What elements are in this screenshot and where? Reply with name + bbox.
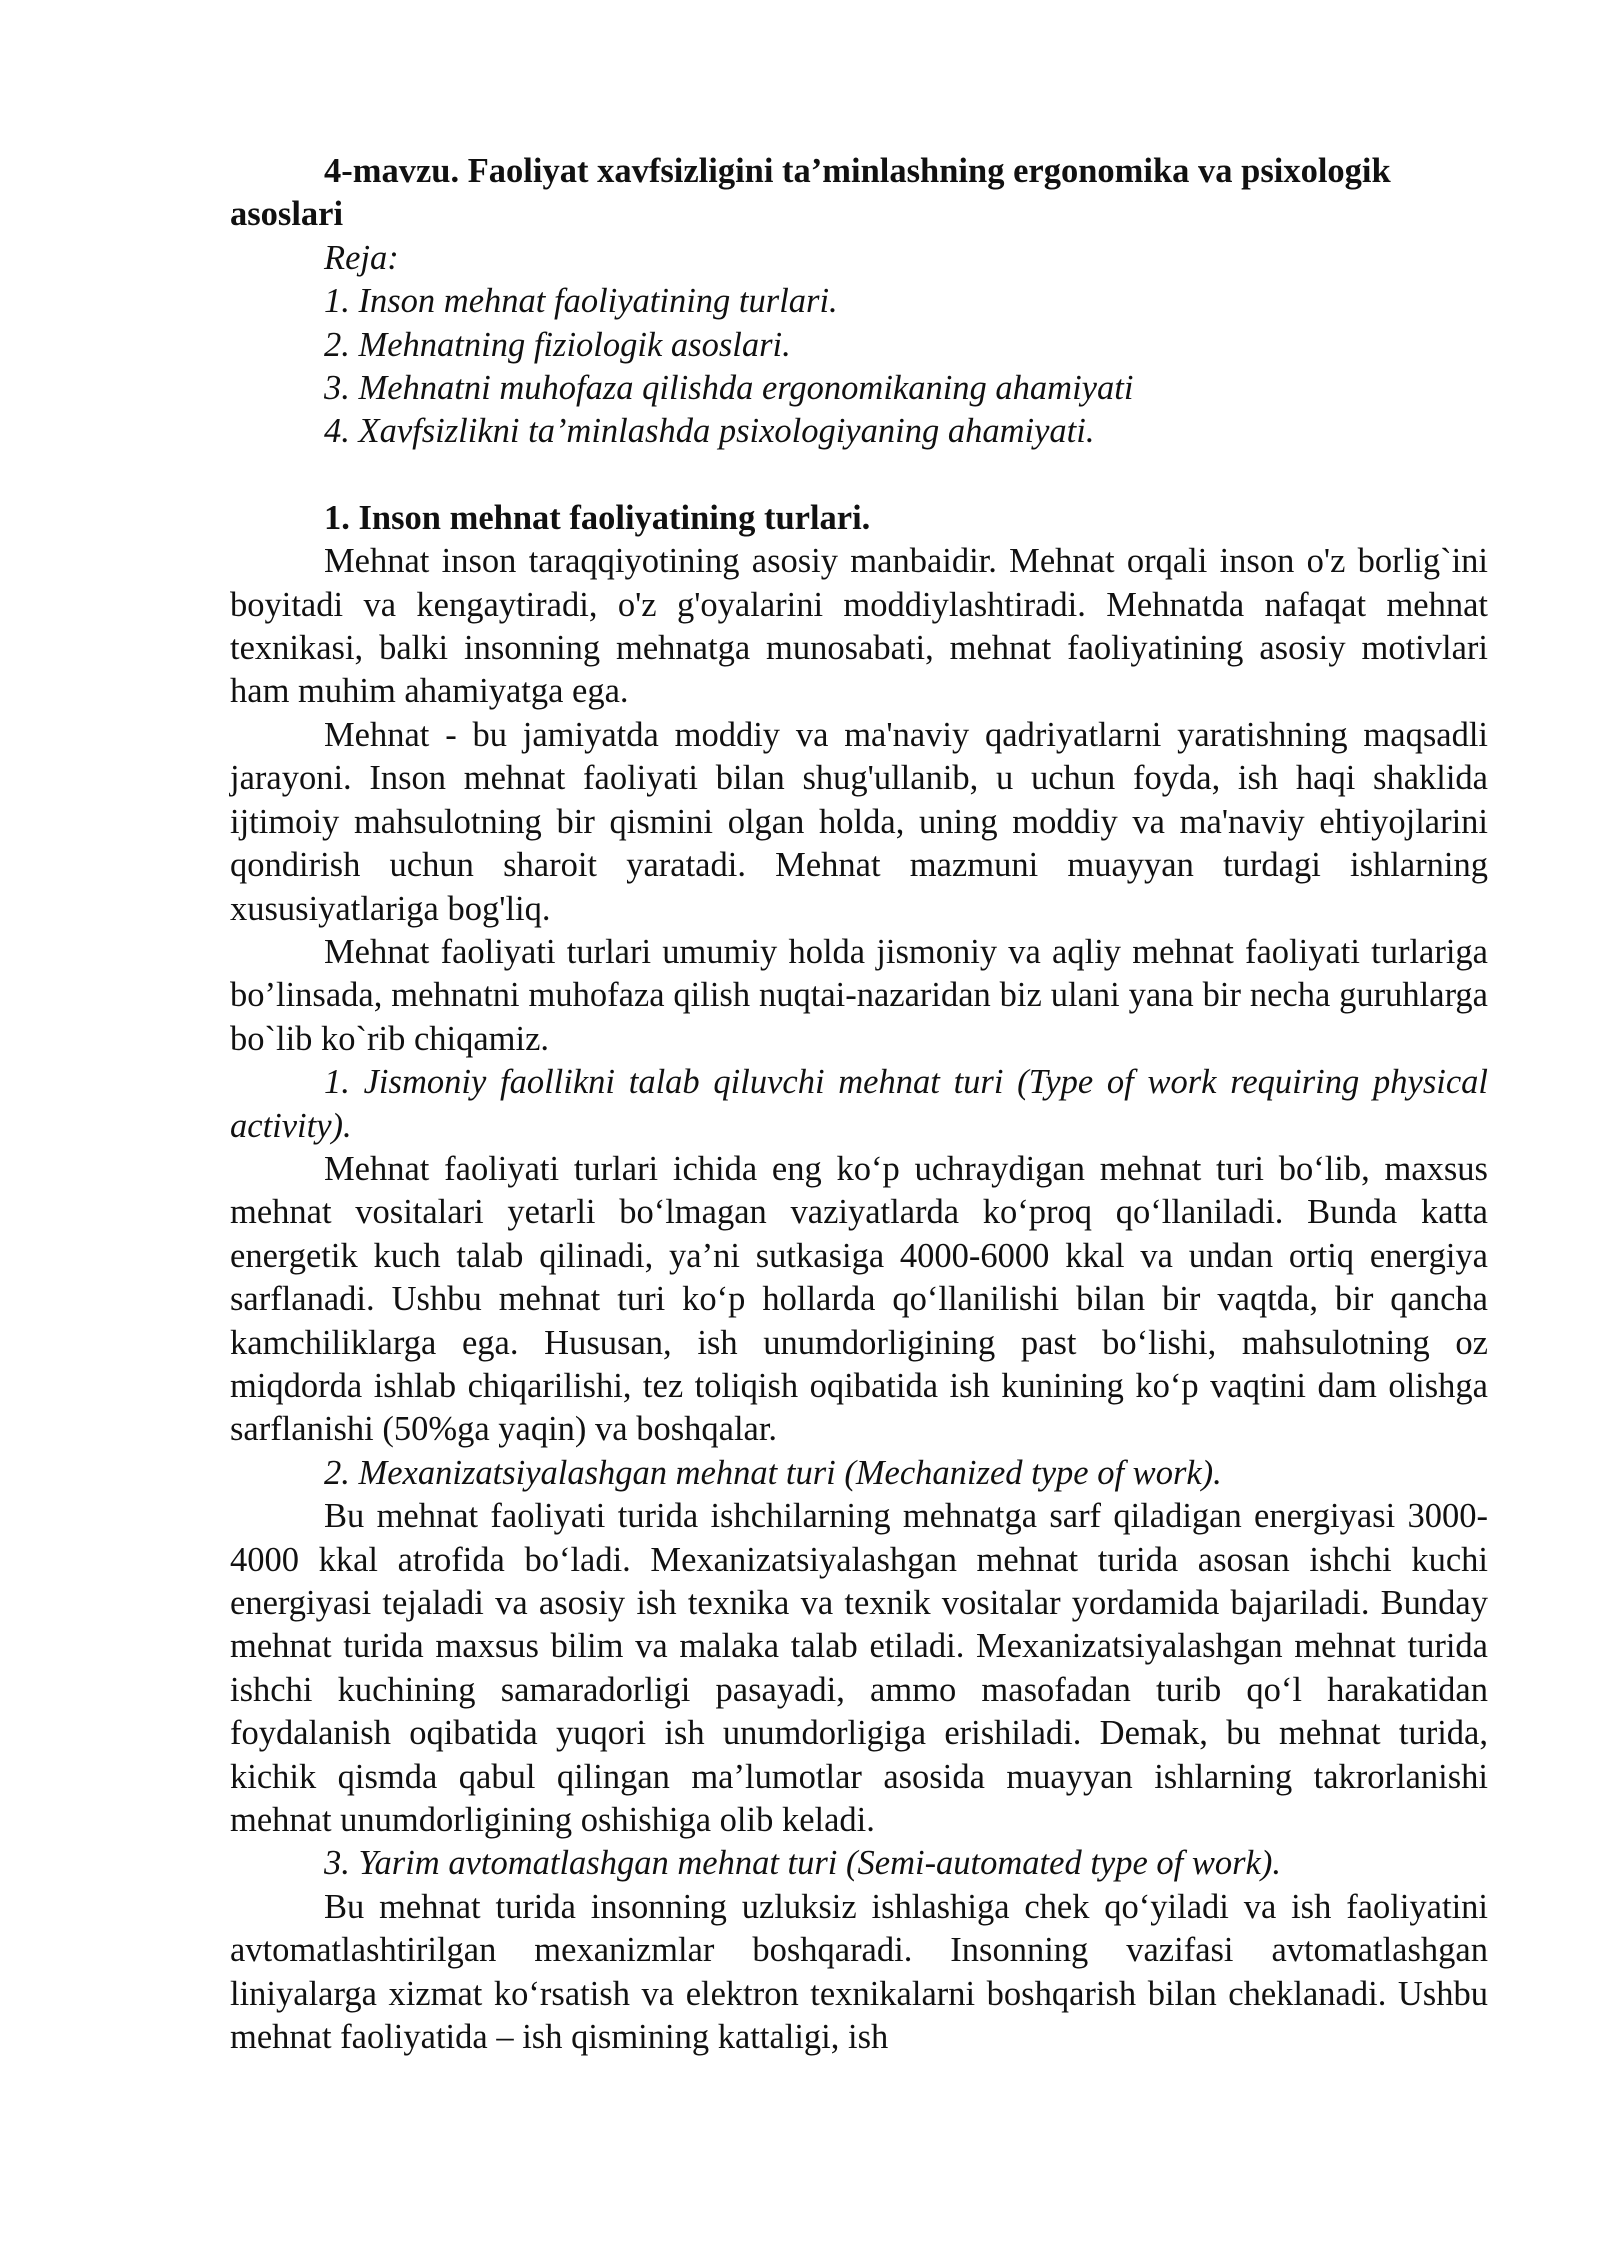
plan-item: 2. Mehnatning fiziologik asoslari. bbox=[324, 325, 791, 364]
plan-label: Reja: bbox=[324, 238, 399, 277]
subsection-heading: 2. Mexanizatsiyalashgan mehnat turi (Mechanized type of work). bbox=[324, 1453, 1222, 1492]
paragraph: Bu mehnat turida insonning uzluksiz ishlashiga chek qo‘yiladi va ish faoliyatini avtomatlashtirilgan mexanizmlar boshqaradi. Insonning vazifasi avtomatlashgan liniyalarga xizmat ko‘rsatish va elektron texnikalarni boshqarish bilan cheklanadi. Ushbu mehnat faoliyatida – ish qismining kattaligi, ish bbox=[230, 1887, 1488, 2057]
document-page bbox=[230, 150, 1488, 2059]
paragraph: Bu mehnat faoliyati turida ishchilarning mehnatga sarf qiladigan energiyasi 3000-4000 kkal atrofida bo‘ladi. Mexanizatsiyalashgan mehnat turida asosan ishchi kuchi energiyasi tejaladi va asosiy ish texnika va texnik vositalar yordamida bajariladi. Bunday mehnat turida maxsus bilim va malaka talab etiladi. Mexanizatsiyalashgan mehnat turida ishchi kuchining samaradorligi pasayadi, ammo masofadan turib qo‘l harakatidan foydalanish oqibatida yuqori ish unumdorligiga erishiladi. Demak, bu mehnat turida, kichik qismda qabul qilingan ma’lumotlar asosida muayyan ishlarning takrorlanishi mehnat unumdorligining oshishiga olib keladi. bbox=[230, 1497, 1488, 1840]
paragraph: Mehnat - bu jamiyatda moddiy va ma'naviy qadriyatlarni yaratishning maqsadli jarayoni. Inson mehnat faoliyati bilan shug'ullanib, u uchun foyda, ish haqi shaklida ijtimoiy mahsulotning bir qismini olgan holda, uning moddiy va ma'naviy ehtiyojlarini qondirish uchun sharoit yaratadi. Mehnat mazmuni muayyan turdagi ishlarning xususiyatlariga bog'liq. bbox=[230, 715, 1488, 928]
plan-list bbox=[230, 280, 1488, 454]
paragraph: Mehnat faoliyati turlari umumiy holda jismoniy va aqliy mehnat faoliyati turlariga bo’linsada, mehnatni muhofaza qilish nuqtai-nazaridan biz ulani yana bir necha guruhlarga bo`lib ko`rib chiqamiz. bbox=[230, 932, 1488, 1058]
spacer bbox=[230, 454, 1488, 497]
section-heading: 1. Inson mehnat faoliyatining turlari. bbox=[324, 498, 871, 537]
plan-item: 3. Mehnatni muhofaza qilishda ergonomikaning ahamiyati bbox=[324, 369, 1134, 408]
document-title: 4-mavzu. Faoliyat xavfsizligini ta’minlashning ergonomika va psixologik asoslari bbox=[230, 152, 1391, 234]
plan-item: 1. Inson mehnat faoliyatining turlari. bbox=[324, 282, 838, 321]
plan-item: 4. Xavfsizlikni ta’minlashda psixologiyaning ahamiyati. bbox=[324, 412, 1095, 451]
subsection-heading: 3. Yarim avtomatlashgan mehnat turi (Semi-automated type of work). bbox=[324, 1844, 1281, 1883]
subsection-heading: 1. Jismoniy faollikni talab qiluvchi mehnat turi (Type of work requiring physical activity). bbox=[230, 1063, 1488, 1145]
paragraph: Mehnat inson taraqqiyotining asosiy manbaidir. Mehnat orqali inson o'z borlig`ini boyitadi va kengaytiradi, o'z g'oyalarini moddiylashtiradi. Mehnatda nafaqat mehnat texnikasi, balki insonning mehnatga munosabati, mehnat faoliyatining asosiy motivlari ham muhim ahamiyatga ega. bbox=[230, 542, 1488, 711]
paragraph: Mehnat faoliyati turlari ichida eng ko‘p uchraydigan mehnat turi bo‘lib, maxsus mehnat vositalari yetarli bo‘lmagan vaziyatlarda ko‘proq qo‘llaniladi. Bunda katta energetik kuch talab qilinadi, ya’ni sutkasiga 4000-6000 kkal va undan ortiq energiya sarflanadi. Ushbu mehnat turi ko‘p hollarda qo‘llanilishi bilan bir vaqtda, bir qancha kamchiliklarga ega. Hususan, ish unumdorligining past bo‘lishi, mahsulotning oz miqdorda ishlab chiqarilishi, tez toliqish oqibatida ish kunining ko‘p vaqtini dam olishga sarflanishi (50%ga yaqin) va boshqalar. bbox=[230, 1149, 1488, 1449]
